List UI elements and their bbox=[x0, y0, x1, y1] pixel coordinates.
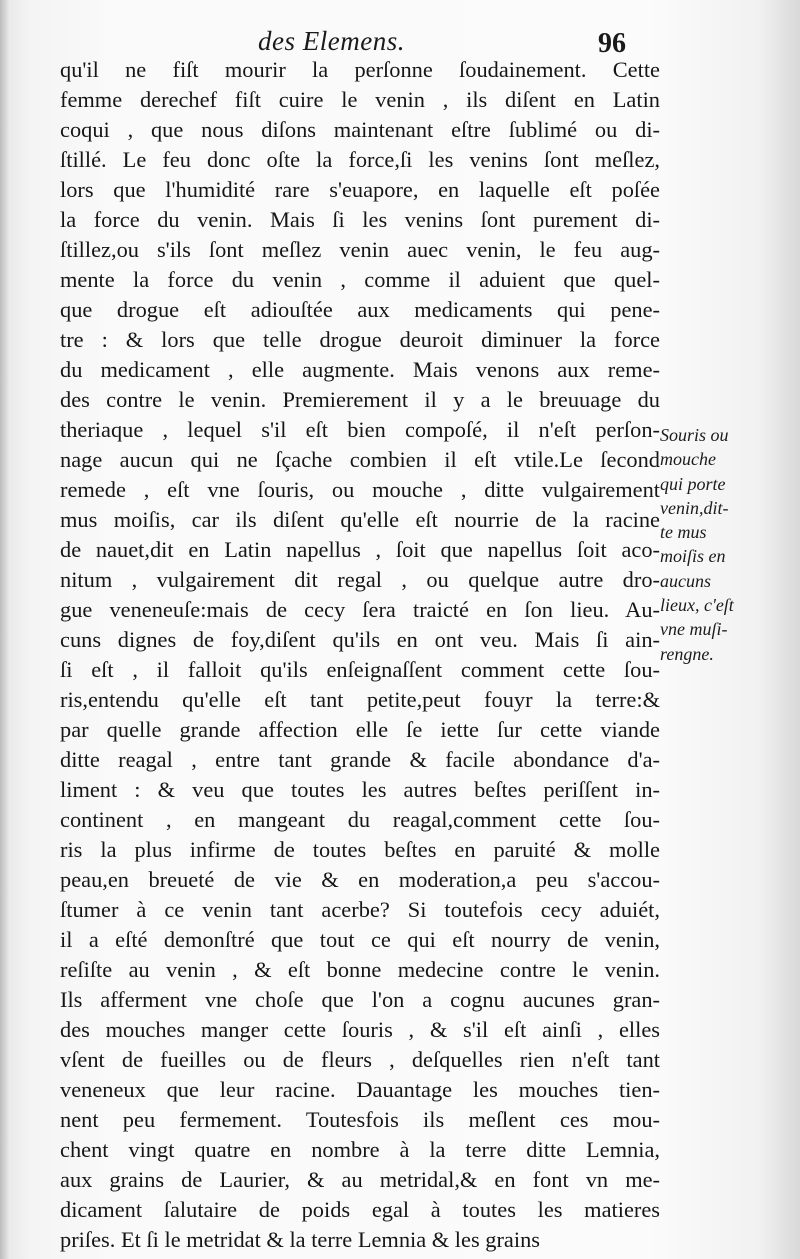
text-line: ſi eſt , il falloit qu'ils enſeignaſſent comment cette ſou- bbox=[60, 657, 660, 682]
text-line: par quelle grande affection elle ſe iette ſur cette viande bbox=[60, 717, 660, 742]
text-line: des mouches manger cette ſouris , & s'il eſt ainſi , elles bbox=[60, 1017, 660, 1042]
text-line: ſtumer à ce venin tant acerbe? Si toutefois cecy aduiét, bbox=[60, 897, 660, 922]
main-text-block bbox=[60, 55, 660, 1255]
marginal-note-line: te mus bbox=[660, 522, 707, 543]
text-line: gue veneneuſe:mais de cecy ſera traicté en ſon lieu. Au- bbox=[60, 597, 660, 622]
text-line: reſiſte au venin , & eſt bonne medecine contre le venin. bbox=[60, 957, 660, 982]
text-line: theriaque , lequel s'il eſt bien compoſé, il n'eſt perſon- bbox=[60, 417, 660, 442]
text-line: nent peu fermement. Toutesfois ils meſlent ces mou- bbox=[60, 1107, 660, 1132]
text-line: aux grains de Laurier, & au metridal,& en font vn me- bbox=[60, 1167, 660, 1192]
text-line: que drogue eſt adiouſtée aux medicaments qui pene- bbox=[60, 297, 660, 322]
text-line: ris la plus infirme de toutes beſtes en paruité & molle bbox=[60, 837, 660, 862]
text-line: vſent de fueilles ou de fleurs , deſquelles rien n'eſt tant bbox=[60, 1047, 660, 1072]
text-line: liment : & veu que toutes les autres beſtes periſſent in- bbox=[60, 777, 660, 802]
text-line: nitum , vulgairement dit regal , ou quelque autre dro- bbox=[60, 567, 660, 592]
text-line: tre : & lors que telle drogue deuroit diminuer la force bbox=[60, 327, 660, 352]
page-number: 96 bbox=[598, 28, 626, 59]
text-line: ditte reagal , entre tant grande & facile abondance d'a- bbox=[60, 747, 660, 772]
marginal-note-line: venin,dit- bbox=[660, 497, 729, 518]
text-line: ris,entendu qu'elle eſt tant petite,peut fouyr la terre:& bbox=[60, 687, 660, 712]
text-line: peau,en breueté de vie & en moderation,a peu s'accou- bbox=[60, 867, 660, 892]
marginal-note-line: moiſis en bbox=[660, 546, 726, 567]
text-line: qu'il ne fiſt mourir la perſonne ſoudainement. Cette bbox=[60, 57, 660, 82]
marginal-note-line: vne muſi- bbox=[660, 619, 728, 640]
marginal-note-line: mouche bbox=[660, 449, 716, 470]
text-line: la force du venin. Mais ſi les venins ſont purement di- bbox=[60, 207, 660, 232]
text-line: femme derechef fiſt cuire le venin , ils diſent en Latin bbox=[60, 87, 660, 112]
marginal-note-line: lieux, c'eſt bbox=[660, 595, 734, 616]
text-line: remede , eſt vne ſouris, ou mouche , ditte vulgairement bbox=[60, 477, 660, 502]
running-head: des Elemens. bbox=[258, 26, 405, 56]
text-line: lors que l'humidité rare s'euapore, en laquelle eſt poſée bbox=[60, 177, 660, 202]
text-line: priſes. Et ſi le metridat & la terre Lemnia & les grains bbox=[60, 1227, 540, 1252]
marginal-note-line: Souris ou bbox=[660, 425, 729, 445]
text-line: veneneux que leur racine. Dauantage les mouches tien- bbox=[60, 1077, 660, 1102]
text-line: coqui , que nous diſons maintenant eſtre ſublimé ou di- bbox=[60, 117, 660, 142]
text-line: du medicament , elle augmente. Mais venons aux reme- bbox=[60, 357, 660, 382]
text-line: continent , en mangeant du reagal,comment cette ſou- bbox=[60, 807, 660, 832]
marginal-note-line: qui porte bbox=[660, 473, 726, 494]
text-line: chent vingt quatre en nombre à la terre ditte Lemnia, bbox=[60, 1137, 660, 1162]
text-line: Ils afferment vne choſe que l'on a cognu aucunes gran- bbox=[60, 987, 660, 1012]
text-line: de nauet,dit en Latin napellus , ſoit que napellus ſoit aco- bbox=[60, 537, 660, 562]
text-line: cuns dignes de foy,diſent qu'ils en ont veu. Mais ſi ain- bbox=[60, 627, 660, 652]
page-edge-shadow bbox=[0, 0, 10, 1259]
text-line: il a eſté demonſtré que tout ce qui eſt nourry de venin, bbox=[60, 927, 660, 952]
text-line: ſtillez,ou s'ils ſont meſlez venin auec venin, le feu aug- bbox=[60, 237, 660, 262]
text-line: dicament ſalutaire de poids egal à toutes les matieres bbox=[60, 1197, 660, 1222]
text-line: des contre le venin. Premierement il y a le breuuage du bbox=[60, 387, 660, 412]
text-line: nage aucun qui ne ſçache combien il eſt vtile.Le ſecond bbox=[60, 447, 660, 472]
text-line: mente la force du venin , comme il aduient que quel- bbox=[60, 267, 660, 292]
marginal-note-line: rengne. bbox=[660, 643, 714, 664]
text-line: mus moiſis, car ils diſent qu'elle eſt nourrie de la racine bbox=[60, 507, 660, 532]
marginal-note bbox=[660, 423, 795, 666]
marginal-note-line: aucuns bbox=[660, 570, 711, 591]
text-line: ſtillé. Le feu donc oſte la force,ſi les venins ſont meſlez, bbox=[60, 147, 660, 172]
